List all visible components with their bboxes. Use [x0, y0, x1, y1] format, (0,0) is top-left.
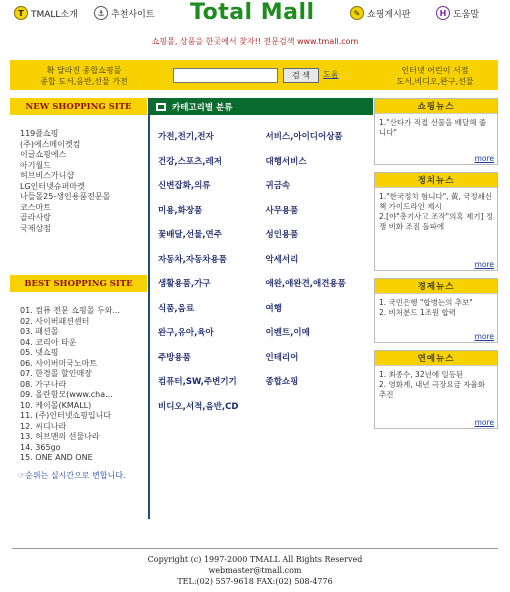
category-link[interactable]: 꽃배달,선물,연주 — [158, 230, 222, 240]
more-link[interactable]: more — [474, 418, 494, 427]
category-header — [150, 98, 373, 115]
news-body — [375, 366, 497, 418]
news-header: 쇼핑뉴스 — [375, 99, 497, 114]
news-item[interactable]: 1."산타가 직접 선물을 배달해 줍니다" — [379, 118, 487, 137]
category-link[interactable]: 컴퓨터,SW,주변기기 — [158, 377, 237, 387]
list-item[interactable]: 허브비스가니샵 — [20, 171, 75, 180]
nav-help-label: 도움말 — [453, 9, 480, 20]
category-link[interactable]: 귀금속 — [265, 181, 291, 191]
help-icon: H — [436, 6, 450, 20]
ranking-note: ☞순위는 실시간으로 변합니다. — [18, 470, 126, 480]
category-link[interactable]: 자동차,자동차용품 — [158, 254, 227, 265]
category-link[interactable]: 사무용품 — [265, 205, 299, 216]
shopping-news-box — [374, 98, 498, 165]
list-item[interactable]: 09. 올란함모(www.cha... — [20, 390, 113, 399]
left-sidebar — [10, 98, 147, 481]
news-body — [375, 114, 497, 154]
more-link[interactable]: more — [474, 154, 494, 163]
footer — [0, 554, 510, 587]
news-item[interactable]: 2.[야"총기사고 조작"의혹 제기] 정쟁 비화 조짐 돌파에 — [379, 212, 493, 231]
list-item[interactable]: 06. 사이버미국노마트 — [20, 358, 98, 368]
news-sidebar — [374, 98, 498, 436]
category-link[interactable]: 여행 — [265, 303, 282, 314]
category-link[interactable]: 서비스,아이디어상품 — [265, 132, 343, 142]
category-row — [158, 351, 373, 376]
best-shopping-list — [10, 292, 147, 464]
footer-divider — [12, 548, 498, 549]
category-link[interactable]: 생활용품,가구 — [158, 279, 211, 289]
list-item[interactable]: 119플쇼핑 — [20, 129, 59, 138]
category-row — [158, 253, 373, 278]
list-item[interactable]: 07. 한경몰 할인매장 — [20, 369, 92, 378]
board-icon: ✎ — [350, 6, 364, 20]
category-link[interactable]: 악세서리 — [265, 254, 299, 265]
category-link[interactable]: 종합쇼핑 — [265, 377, 299, 387]
tmall-icon: T — [14, 6, 28, 20]
list-item[interactable]: 13. 허브맨의 선물나라 — [20, 432, 100, 441]
category-row — [158, 302, 373, 327]
nav-recommended-label: 추천사이트 — [111, 9, 155, 20]
list-item[interactable]: 01. 컴퓨 전문 쇼핑몰 두와... — [20, 306, 121, 315]
best-shopping-header: BEST SHOPPING SITE — [10, 275, 147, 292]
category-link[interactable]: 건강,스포츠,레저 — [158, 156, 222, 167]
category-link[interactable]: 성인용품 — [265, 230, 299, 240]
category-link[interactable]: 신변잡화,의류 — [158, 181, 211, 191]
category-link[interactable]: 가전,전기,전자 — [158, 132, 214, 142]
category-row — [158, 130, 373, 155]
search-band — [10, 60, 498, 90]
category-link[interactable]: 이벤트,이메 — [265, 328, 310, 338]
list-item[interactable]: 10. 케이몰(KMALL) — [20, 400, 92, 410]
news-body — [375, 188, 497, 260]
new-shopping-header: NEW SHOPPING SITE — [10, 98, 147, 115]
promo-right-line1: 인터넷 어린이 서점 — [401, 66, 469, 75]
category-row — [158, 204, 373, 229]
news-item[interactable]: 1."한국정치 혐니다", 黃, 국정쇄신책 가이드라인 제시 — [379, 192, 493, 211]
site-logo[interactable]: Total Mall — [190, 0, 315, 25]
search-input[interactable] — [173, 68, 278, 83]
slogan: 쇼핑몰, 상품을 한곳에서 찾자!! 전문검색 www.tmall.com — [151, 37, 359, 46]
promo-left-line2: 종합 도서,음반,선물 가전 — [40, 77, 128, 86]
list-item[interactable]: 15. ONE AND ONE — [20, 453, 93, 462]
nav-tmall-intro[interactable] — [14, 6, 78, 20]
list-item[interactable]: 12. 씨디나라 — [20, 421, 67, 431]
category-row — [158, 277, 373, 302]
list-item[interactable]: 아기월드 — [20, 160, 51, 170]
promo-left[interactable] — [24, 65, 144, 87]
list-item[interactable]: 03. 패션몰 — [20, 327, 59, 336]
list-item[interactable]: 02. 사이버패션센터 — [20, 316, 90, 326]
list-item[interactable]: 04. 코리아 타운 — [20, 337, 77, 347]
news-item[interactable]: 2. 비처분드 1조원 합력 — [379, 308, 457, 317]
category-link[interactable]: 식품,음료 — [158, 303, 195, 314]
category-link[interactable]: 주방용품 — [158, 352, 191, 363]
news-body — [375, 294, 497, 332]
category-link[interactable]: 인테리어 — [265, 352, 299, 363]
category-row — [158, 400, 373, 425]
category-link[interactable]: 완구,유아,육아 — [158, 328, 214, 338]
promo-left-line1: 확 달라진 종합쇼핑몰 — [46, 66, 122, 75]
nav-tmall-intro-label: TMALL소개 — [31, 9, 78, 20]
flag-icon — [156, 103, 166, 111]
news-header: 정치뉴스 — [375, 173, 497, 188]
promo-right-line2: 도서,비디오,완구,선물 — [396, 77, 474, 86]
category-row — [158, 179, 373, 204]
list-item[interactable]: 08. 가구나라 — [20, 379, 67, 389]
category-row — [158, 228, 373, 253]
nav-board-label: 쇼핑게시판 — [367, 9, 411, 20]
category-link[interactable]: 미용,화장품 — [158, 205, 203, 216]
search-help-link[interactable]: 도움 — [323, 70, 339, 79]
column-divider — [148, 98, 150, 519]
more-link[interactable]: more — [474, 260, 494, 269]
politics-news-box — [374, 172, 498, 271]
category-link[interactable]: 대행서비스 — [265, 156, 307, 167]
list-item[interactable]: 골라사랑 — [20, 213, 51, 222]
news-header: 경제뉴스 — [375, 279, 497, 294]
category-link[interactable]: 애완,애완견,애견용품 — [265, 279, 346, 289]
copyright-text: Copyright (c) 1997-2000 TMALL All Rights Reserved — [147, 555, 363, 564]
nav-shopping-board[interactable] — [350, 6, 410, 20]
list-item[interactable]: 이글쇼핑에스 — [20, 150, 67, 159]
list-item[interactable]: 14. 365go — [20, 442, 61, 452]
list-item[interactable]: 나들몰25-생인용품전문몰 — [20, 192, 111, 201]
entertainment-news-box — [374, 350, 498, 429]
list-item[interactable]: 코스마트 — [20, 202, 51, 212]
list-item[interactable]: 11. (주)인터넷쇼핑입니다 — [20, 411, 112, 420]
news-item[interactable]: 1. 최종수, 32년에 일등된 — [379, 370, 464, 379]
list-item[interactable]: (주)에스메이켓컴 — [20, 139, 81, 149]
category-title: 카테고리별 분류 — [172, 102, 233, 113]
news-header: 연예뉴스 — [375, 351, 497, 366]
list-item[interactable]: 국제상점 — [20, 223, 51, 233]
category-row — [158, 375, 373, 400]
list-item[interactable]: LG인터넷슈퍼마켓 — [20, 181, 85, 191]
search-button[interactable]: 검 색 — [283, 68, 319, 83]
contact-info: TEL:(02) 557-9618 FAX:(02) 508-4776 — [177, 577, 333, 586]
category-grid — [158, 130, 373, 424]
list-item[interactable]: 05. 넷쇼핑 — [20, 348, 59, 357]
promo-right[interactable] — [380, 65, 490, 87]
category-link[interactable] — [266, 400, 374, 425]
more-link[interactable]: more — [474, 332, 494, 341]
new-shopping-list — [10, 115, 147, 275]
category-row — [158, 155, 373, 180]
anchor-icon: ⚓ — [94, 6, 108, 20]
category-row — [158, 326, 373, 351]
nav-recommended-sites[interactable] — [94, 6, 154, 20]
economy-news-box — [374, 278, 498, 343]
top-nav — [0, 0, 510, 30]
nav-help[interactable] — [436, 6, 479, 20]
news-item[interactable]: 1. 국민은행 "합병는의 추보" — [379, 298, 473, 307]
category-link[interactable]: 비디오,서적,음반,CD — [158, 401, 239, 412]
webmaster-email[interactable]: webmaster@tmall.com — [208, 566, 302, 575]
news-item[interactable]: 2. 영화계, 내년 극장요금 자율화 추진 — [379, 380, 486, 399]
